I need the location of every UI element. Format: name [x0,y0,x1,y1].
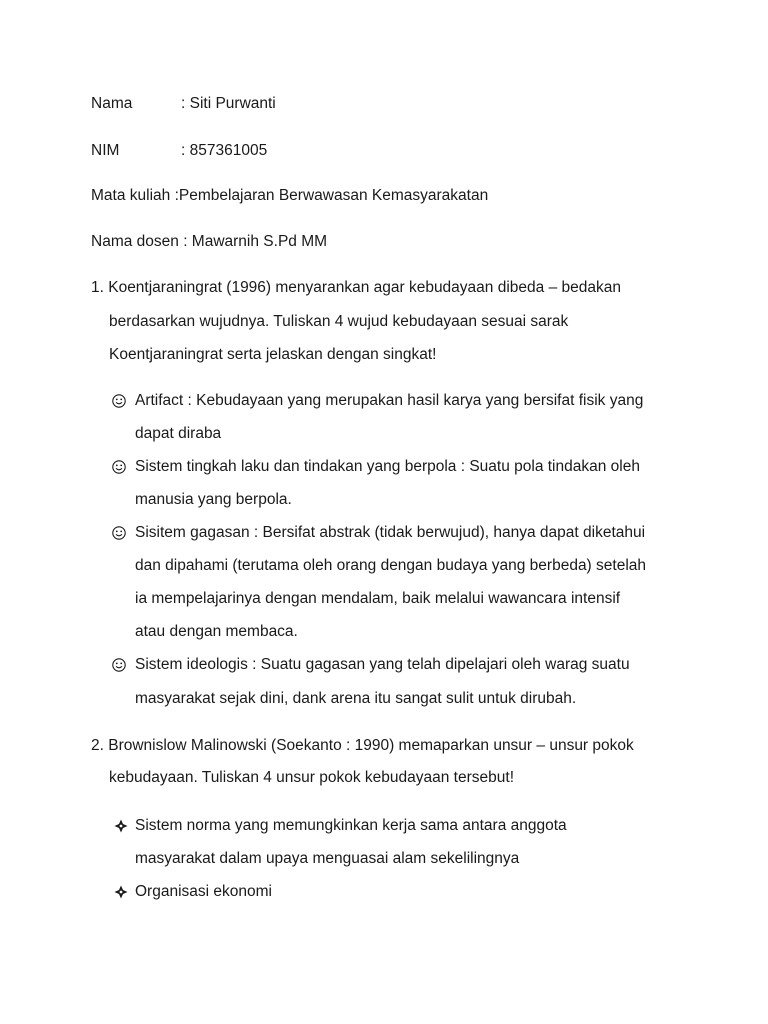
name-label: Nama [91,95,133,112]
question2-line-1: 2. Brownislow Malinowski (Soekanto : 1990) memaparkan unsur – unsur pokok [91,737,634,754]
smiley-icon [112,460,126,474]
diamond-bullet-icon [114,819,128,833]
q2-answer-1-line-1: Sistem norma yang memungkinkan kerja sama antara anggota [135,817,567,834]
name-row [91,94,276,114]
lecturer-row: Nama dosen : Mawarnih S.Pd MM [91,233,328,250]
name-value: : Siti Purwanti [181,95,276,112]
q1-answer-3-line-1: Sisitem gagasan : Bersifat abstrak (tidak berwujud), hanya dapat diketahui [135,524,646,541]
nim-row [91,141,267,161]
nim-label: NIM [91,142,120,159]
q1-answer-4-line-1: Sistem ideologis : Suatu gagasan yang telah dipelajari oleh warag suatu [135,656,630,673]
nim-value: : 857361005 [181,142,268,159]
smiley-icon [112,394,126,408]
course-label: Mata kuliah [91,187,171,204]
q1-answer-3-line-2: dan dipahami (terutama oleh orang dengan budaya yang berbeda) setelah [135,557,647,574]
q1-answer-1-line-2: dapat diraba [135,425,222,442]
course-row [91,186,488,206]
question1-line-1: 1. Koentjaraningrat (1996) menyarankan agar kebudayaan dibeda – bedakan [91,279,621,296]
q1-answer-2-line-1: Sistem tingkah laku dan tindakan yang berpola : Suatu pola tindakan oleh [135,458,640,475]
diamond-bullet-icon [114,885,128,899]
q1-answer-3-line-3: ia mempelajarinya dengan mendalam, baik melalui wawancara intensif [135,590,621,607]
q1-answer-3-line-4: atau dengan membaca. [135,623,298,640]
question1-line-3: Koentjaraningrat serta jelaskan dengan singkat! [109,346,437,363]
q1-answer-4-line-2: masyarakat sejak dini, dank arena itu sangat sulit untuk dirubah. [135,690,577,707]
question1-line-2: berdasarkan wujudnya. Tuliskan 4 wujud kebudayaan sesuai sarak [109,313,569,330]
question2-line-2: kebudayaan. Tuliskan 4 unsur pokok kebudayaan tersebut! [109,769,514,786]
q2-answer-2-line-1: Organisasi ekonomi [135,883,272,900]
q2-answer-1-line-2: masyarakat dalam upaya menguasai alam sekelilingnya [135,850,520,867]
smiley-icon [112,658,126,672]
q1-answer-2-line-2: manusia yang berpola. [135,491,292,508]
smiley-icon [112,526,126,540]
course-value: :Pembelajaran Berwawasan Kemasyarakatan [174,187,489,204]
q1-answer-1-line-1: Artifact : Kebudayaan yang merupakan hasil karya yang bersifat fisik yang [135,392,644,409]
